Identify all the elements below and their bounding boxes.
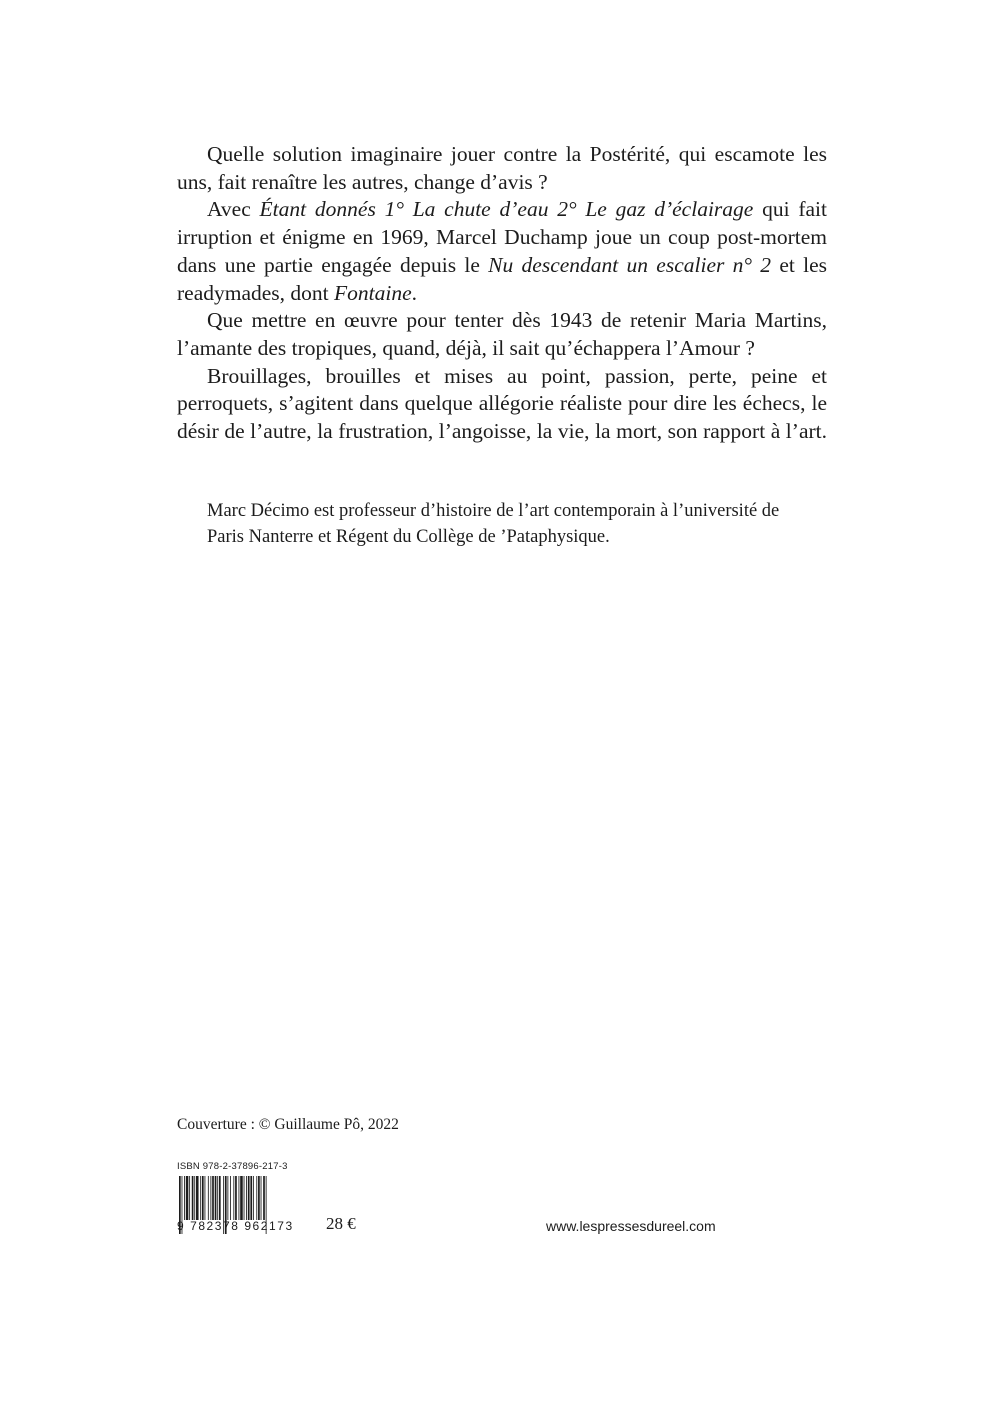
blurb-paragraph-3: Que mettre en œuvre pour tenter dès 1943 de retenir Maria Martins, l’amante des tropiques, quand, déjà, il sait qu’échappera l’Amour ? (177, 308, 827, 360)
barcode-bar (256, 1176, 257, 1220)
price: 28 € (326, 1214, 356, 1233)
barcode-bar (227, 1176, 228, 1220)
blurb-p2-text-2: qui fait irruption et énigme en 1969, Marcel Duchamp joue un coup post-mortem dans une partie engagée depuis le (177, 197, 828, 277)
blurb-paragraph-4: Brouillages, brouilles et mises au point, passion, perte, peine et perroquets, s’agitent dans quelque allégorie réaliste pour dire les échecs, le désir de l’autre, la frustration, l’angoisse, la vie, la mort, son rapport à l’art. (177, 363, 827, 444)
barcode-bar (230, 1176, 231, 1220)
author-bio (207, 499, 817, 550)
cover-credit: Couverture : © Guillaume Pô, 2022 (177, 1116, 399, 1133)
barcode-bar (253, 1176, 254, 1220)
publisher-website: www.lespressesdureel.com (546, 1218, 716, 1234)
blurb-paragraph-2 (177, 196, 827, 307)
barcode-bar (205, 1176, 206, 1220)
barcode-bar (235, 1176, 237, 1220)
artwork-title-fontaine: Fontaine (334, 280, 412, 305)
blurb-paragraph-1: Quelle solution imaginaire jouer contre la Postérité, qui escamote les uns, fait renaître les autres, change d’avis ? (177, 142, 827, 194)
barcode-bar (250, 1176, 252, 1220)
barcode-bar (233, 1176, 234, 1220)
isbn-label: ISBN 978-2-37896-217-3 (177, 1161, 288, 1172)
barcode-bar (208, 1176, 209, 1220)
barcode-bar (217, 1176, 218, 1220)
artwork-title-etant-donnes: Étant donnés 1° La chute d’eau 2° Le gaz d’éclairage (259, 197, 754, 222)
barcode-bar (200, 1176, 201, 1220)
barcode-bar (244, 1176, 245, 1220)
barcode-bar (184, 1176, 185, 1220)
blurb-p2-text-1: Avec (207, 197, 260, 222)
barcode-bar (202, 1176, 204, 1220)
artwork-title-nu-descendant: Nu descendant un escalier n° 2 (488, 252, 772, 277)
blurb-p2-text-3: et les readymades, dont (177, 252, 827, 305)
barcode-bar (186, 1176, 189, 1220)
barcode-bar (258, 1176, 260, 1220)
author-bio-text: Marc Décimo est professeur d’histoire de l’art contemporain à l’université de Paris Nanterre et Régent du Collège de ’Pataphysique. (207, 501, 780, 547)
barcode-bar (194, 1176, 195, 1220)
barcode-bar (212, 1176, 214, 1220)
barcode-bar (210, 1176, 211, 1220)
barcode-bar (215, 1176, 217, 1220)
barcode-bar (263, 1176, 265, 1220)
barcode-digits: 9 782378 962173 (177, 1219, 294, 1233)
barcode-bar (219, 1176, 221, 1220)
barcode-bar (261, 1176, 262, 1220)
back-cover-blurb (177, 141, 827, 446)
barcode-bar (240, 1176, 243, 1220)
barcode-bar (192, 1176, 194, 1220)
barcode-bar (248, 1176, 250, 1220)
blurb-p2-text-4: . (411, 280, 418, 305)
barcode-bar (189, 1176, 190, 1220)
barcode-bar (239, 1176, 240, 1220)
barcode-bar (196, 1176, 199, 1220)
barcode-bar (246, 1176, 247, 1220)
